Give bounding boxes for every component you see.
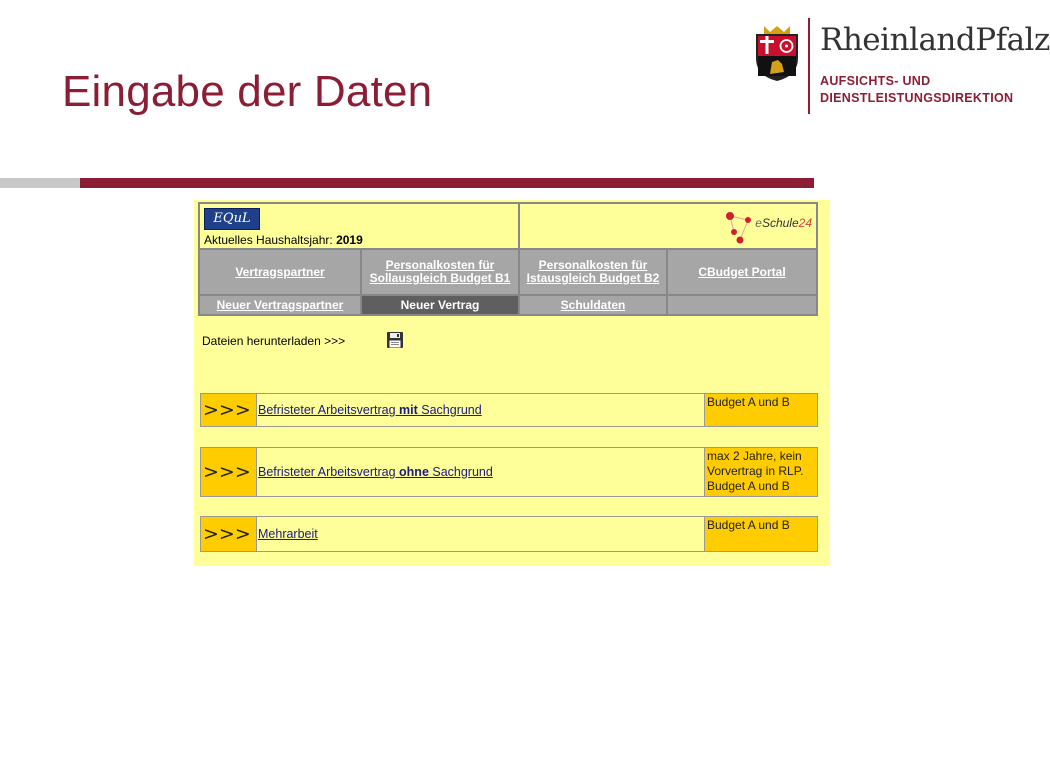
budget-year-label: Aktuelles Haushaltsjahr: (204, 233, 333, 247)
link-befristet-mit-sachgrund[interactable]: Befristeter Arbeitsvertrag mit Sachgrund (258, 403, 482, 417)
equl-app-panel (194, 200, 830, 566)
app-header-right (519, 203, 817, 249)
entry-link-cell (257, 448, 705, 497)
logo-subtitle-1: AUFSICHTS- UND (820, 74, 931, 88)
link-mehrarbeit[interactable]: Mehrarbeit (258, 527, 318, 541)
slide-title: Eingabe der Daten (62, 67, 433, 116)
nav-neuer-vertrag[interactable]: Neuer Vertrag (361, 295, 519, 315)
entry-link-cell (257, 394, 705, 427)
entry-mehrarbeit (200, 516, 818, 552)
entry-mit-sachgrund (200, 393, 818, 427)
logo-subtitle-2: DIENSTLEISTUNGSDIREKTION (820, 91, 1014, 105)
link-befristet-ohne-sachgrund[interactable]: Befristeter Arbeitsvertrag ohne Sachgrund (258, 465, 493, 479)
entry-arrow: >>> (201, 448, 257, 497)
nav-empty-cell (667, 295, 817, 315)
entry-ohne-sachgrund (200, 447, 818, 497)
nav-schuldaten[interactable]: Schuldaten (519, 295, 667, 315)
logo-divider (808, 18, 810, 114)
floppy-disk-icon[interactable] (386, 331, 404, 349)
app-navigation (198, 202, 818, 316)
app-header-left (199, 203, 519, 249)
budget-year-value: 2019 (336, 233, 363, 247)
entry-budget-note: Budget A und B (705, 517, 818, 552)
nav-cbudget-portal[interactable]: CBudget Portal (667, 249, 817, 295)
header-bar-gray (0, 178, 80, 188)
entry-arrow: >>> (201, 394, 257, 427)
budget-year-line (204, 233, 518, 247)
header-bar-red (80, 178, 814, 188)
nav-personalkosten-b1[interactable]: Personalkosten für Sollausgleich Budget B1 (361, 249, 519, 295)
entry-link-cell (257, 517, 705, 552)
logo-name: RheinlandPfalz (820, 22, 1050, 58)
equl-logo: EQuL (204, 208, 260, 230)
eschule-logo-text: eSchule24 (755, 216, 812, 230)
nav-vertragspartner[interactable]: Vertragspartner (199, 249, 361, 295)
nav-personalkosten-b2[interactable]: Personalkosten für Istausgleich Budget B2 (519, 249, 667, 295)
entry-budget-note: max 2 Jahre, kein Vorvertrag in RLP. Budget A und B (705, 448, 818, 497)
entry-budget-note: Budget A und B (705, 394, 818, 427)
nav-neuer-vertragspartner[interactable]: Neuer Vertragspartner (199, 295, 361, 315)
download-files-label: Dateien herunterladen >>> (202, 334, 346, 348)
rlp-logo (752, 18, 1050, 114)
coat-of-arms-icon (754, 24, 800, 82)
entry-arrow: >>> (201, 517, 257, 552)
